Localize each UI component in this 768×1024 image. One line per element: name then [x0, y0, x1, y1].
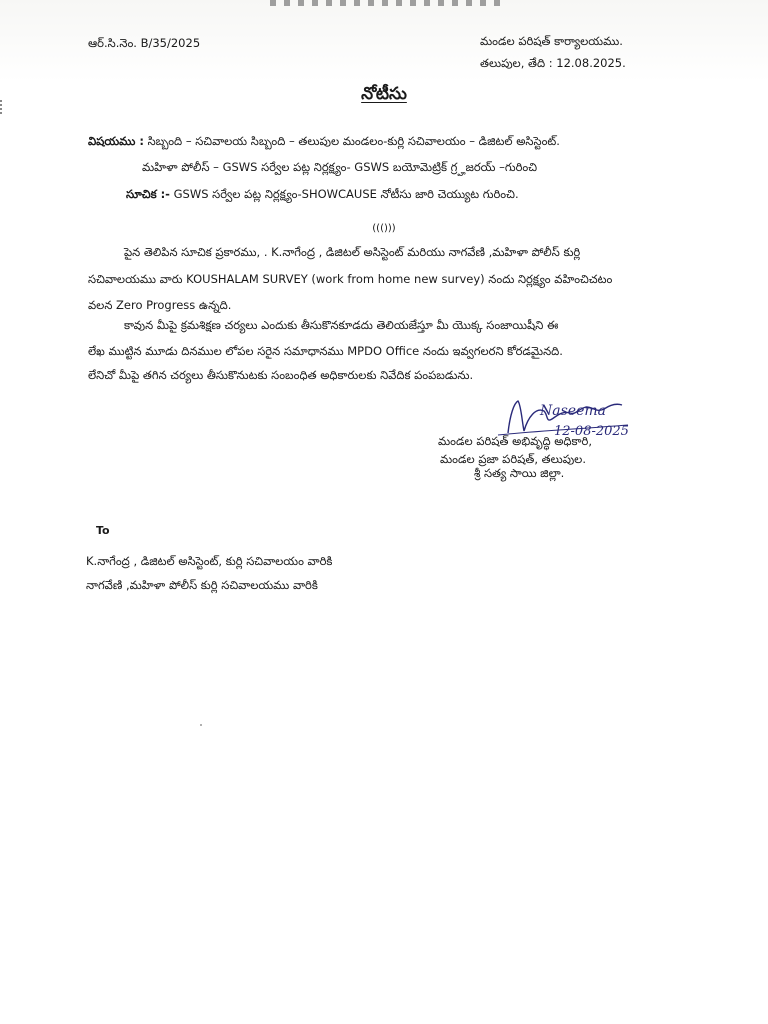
signatory-office: మండల ప్రజా పరిషత్, తలుపుల. — [440, 452, 586, 466]
reference-number: ఆర్.సి.నెం. B/35/2025 — [88, 36, 201, 50]
reference-text: GSWS సర్వేల పట్ల నిర్లక్ష్యం-SHOWCAUSE నోటీసు జారి చెయ్యుట గురించి. — [173, 187, 519, 201]
place-and-date: తలుపుల, తేది : 12.08.2025. — [480, 56, 626, 70]
subject-line-2: మహిళా పోలీస్ – GSWS సర్వేల పట్ల నిర్లక్ష్యం- GSWS బయోమెట్రిక్ గ్ర్హజరయ్ –గురించి — [142, 160, 538, 174]
body-para1-line3: వలన Zero Progress ఉన్నది. — [88, 298, 232, 312]
recipient-1: K.నాగేంద్ర , డిజిటల్ అసిస్టెంట్, కుర్లి సచివాలయం వారికి — [86, 554, 333, 568]
subject-text-1: సిబ్బంది – సచివాలయ సిబ్బంది – తలుపుల మండలం-కుర్లి సచివాలయం – డిజిటల్ అసిస్టెంట్. — [147, 134, 560, 148]
notice-title: నోటీసు — [361, 84, 407, 104]
subject-line-1 — [88, 134, 560, 148]
body-para2-line1: కావున మీపై క్రమశిక్షణ చర్యలు ఎందుకు తీసుకొనకూడదు తెలియజేస్తూ మీ యొక్క సంజాయిషీని ఈ — [124, 318, 559, 332]
to-label: To — [96, 524, 110, 537]
signatory-district: శ్రీ సత్య సాయి జిల్లా. — [474, 466, 565, 480]
office-name: మండల పరిషత్ కార్యాలయము. — [480, 34, 623, 48]
subject-label: విషయము : — [88, 134, 144, 148]
recipient-2: నాగవేణి ,మహిళా పోలీస్ కుర్లి సచివాలయము వారికి — [86, 578, 318, 592]
letterhead-remnant — [270, 0, 500, 6]
reference-line — [126, 187, 519, 201]
signature-date: 12-08-2025 — [554, 424, 629, 439]
signature-name: Naseema — [540, 403, 606, 419]
body-para1-line1: పైన తెలిపిన సూచిక ప్రకారము, . K.నాగేంద్ర , డిజిటల్ అసిస్టెంట్ మరియు నాగవేణి ,మహిళా పోలీస్ కుర్లి — [124, 245, 581, 259]
separator-marks: ((())) — [372, 223, 396, 234]
stray-mark — [200, 724, 202, 726]
body-para1-line2: సచివాలయము వారు KOUSHALAM SURVEY (work from home new survey) నందు నిర్లక్ష్యం వహించిచటం — [88, 272, 613, 286]
reference-label: సూచిక :- — [126, 187, 170, 201]
body-para2-line2: లేఖ ముట్టిన మూడు దినముల లోపల సరైన సమాధానము MPDO Office నందు ఇవ్వగలరని కోరడమైనది. — [88, 344, 563, 358]
body-para2-line3: లేనిచో మీపై తగిన చర్యలు తీసుకొనుటకు సంబంధిత అధికారులకు నివేదిక పంపబడును. — [88, 368, 474, 382]
signatory-designation: మండల పరిషత్ అభివృద్ధి అధికారి, — [438, 434, 592, 448]
